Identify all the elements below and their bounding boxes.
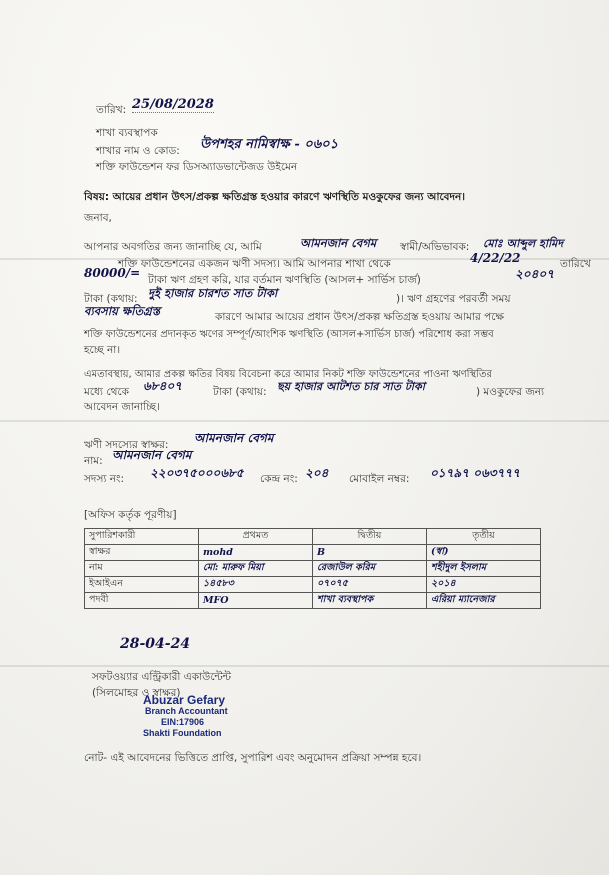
row-label: ইআইএন — [85, 577, 199, 593]
para1-line5: কারণে আমার আয়ের প্রধান উৎস/প্রকল্প ক্ষতিগ্রস্ত হওয়ায় আমার পক্ষে — [215, 311, 504, 323]
table-cell: ০৭০৭৫ — [313, 577, 427, 593]
row-label: স্বাক্ষর — [85, 545, 199, 561]
para1-line4a: টাকা (কথায়: — [84, 293, 138, 305]
para2-line2b: টাকা (কথায়: — [213, 386, 267, 398]
table-cell: B — [313, 545, 427, 561]
center-number: ২০৪ — [305, 466, 329, 480]
date-label: তারিখ: — [96, 104, 127, 116]
subject: বিষয়: আয়ের প্রধান উৎস/প্রকল্প ক্ষতিগ্রস্ত হওয়ার কারণে ঋণস্থিতি মওকুফের জন্য আবেদন। — [84, 191, 466, 203]
mobile-label: মোবাইল নম্বর: — [349, 473, 410, 485]
stamp-title: Branch Accountant — [145, 706, 228, 716]
table-cell: (স্বা) — [427, 545, 541, 561]
center-label: কেন্দ্র নং: — [260, 473, 298, 485]
accountant-label: সফটওয়্যার এন্ট্রিকারী একাউন্টেন্ট — [92, 671, 232, 683]
table-cell: রেজাউল করিম — [313, 561, 427, 577]
table-row — [85, 561, 541, 577]
waiver-in-words: ছয় হাজার আটশত চার সাত টাকা — [277, 380, 425, 393]
balance-in-words: দুই হাজার চারশত সাত টাকা — [148, 286, 278, 300]
footnote: নোট- এই আবেদনের ভিত্তিতে প্রাপ্তি, সুপারিশ এবং অনুমোদন প্রক্রিয়া সম্পন্ন হবে। — [84, 752, 422, 764]
para2-line2a: মধ্যে থেকে — [84, 386, 129, 398]
para1-line2: শক্তি ফাউন্ডেশনের একজন ঋণী সদস্য। আমি আপনার শাখা থেকে — [118, 258, 391, 270]
member-sign-label: ঋণী সদস্যের স্বাক্ষর: — [84, 439, 169, 451]
para1-line6: শক্তি ফাউন্ডেশনের প্রদানকৃত ঋণের সম্পূর্ণ/আংশিক ঋণস্থিতি (আসল+সার্ভিস চার্জ) পরিশোধ করা সম্ভব — [84, 329, 494, 340]
loan-date: 4/22/22 — [470, 251, 521, 265]
fold-line — [0, 420, 609, 422]
branch-label: শাখার নাম ও কোড: — [96, 145, 180, 157]
recommendation-table — [84, 528, 541, 609]
table-row — [85, 593, 541, 609]
member-name: আমনজান বেগম — [112, 448, 192, 462]
member-id-label: সদস্য নং: — [84, 473, 125, 485]
table-row — [85, 545, 541, 561]
addressee: শাখা ব্যবস্থাপক — [96, 127, 158, 139]
member-name-label: নাম: — [84, 455, 103, 467]
balance-amount: ২০৪০৭ — [515, 267, 554, 281]
para2-line2c: ) মওকুফের জন্য — [476, 386, 545, 398]
para1-line4b: )। ঋণ গ্রহণের পরবর্তী সময় — [396, 293, 511, 305]
member-name-hand: আমনজান বেগম — [300, 236, 377, 250]
guardian-value: মোঃ আব্দুল হামিদ — [483, 237, 564, 250]
table-cell: ১৪৫৮৩ — [199, 577, 313, 593]
para1-line3: টাকা ঋণ গ্রহণ করি, যার বর্তমান ঋণস্থিতি (আসল+ সার্ভিস চার্জ) — [148, 274, 421, 286]
stamp-org: Shakti Foundation — [143, 728, 222, 738]
table-cell: ২০১৪ — [427, 577, 541, 593]
waiver-amount: ৬৮৪০৭ — [143, 379, 182, 393]
guardian-label: স্বামী/অভিভাবক: — [400, 241, 470, 253]
para1-line7: হচ্ছে না। — [84, 344, 121, 356]
accountant-signature-date: 28-04-24 — [120, 636, 191, 652]
salutation: জনাব, — [84, 212, 112, 224]
table-row — [85, 577, 541, 593]
table-cell: শাখা ব্যবস্থাপক — [313, 593, 427, 609]
member-signature: আমনজান বেগম — [194, 431, 274, 445]
para1-line1: আপনার অবগতির জন্য জানাচ্ছি যে, আমি — [84, 241, 262, 253]
para2-line3: আবেদন জানাচ্ছি। — [84, 401, 160, 413]
table-header-row — [85, 529, 541, 545]
row-label: পদবী — [85, 593, 199, 609]
header-cell: প্রথমত — [199, 529, 313, 545]
date-suffix: তারিখে — [560, 258, 591, 270]
stamp-name: Abuzar Gefary — [143, 693, 226, 707]
office-note: [অফিস কর্তৃক পূরণীয়] — [84, 509, 177, 521]
stamp-ein: EIN:17906 — [161, 717, 205, 727]
table-cell: মো: মারুফ মিয়া — [199, 561, 313, 577]
row-label: নাম — [85, 561, 199, 577]
table-cell: MFO — [199, 593, 313, 609]
branch-value: উপশহর নামিস্বাক্ষ - ০৬০১ — [200, 137, 339, 152]
fold-line — [0, 665, 609, 667]
table-cell: এরিয়া ম্যানেজার — [427, 593, 541, 609]
accountant-stamp — [143, 695, 228, 739]
loan-amount: 80000/= — [84, 266, 141, 280]
header-cell: সুপারিশকারী — [85, 529, 199, 545]
mobile-number: ০১৭৯৭ ০৬৩৭৭৭ — [430, 466, 520, 480]
para2-line1: এমতাবস্থায়, আমার প্রকল্প ক্ষতির বিষয় বিবেচনা করে আমার নিকট শক্তি ফাউন্ডেশনের পাওনা ঋণস্থিতির — [84, 369, 493, 380]
member-id: ২২০৩৭৫০০০৬৮৫ — [150, 466, 244, 480]
loss-cause: ব্যবসায় ক্ষতিগ্রস্ত — [84, 304, 160, 318]
table-cell: mohd — [199, 545, 313, 561]
date-value: 25/08/2028 — [132, 97, 214, 112]
table-cell: শহীদুল ইসলাম — [427, 561, 541, 577]
accountant-sub: (সিলমোহর ও স্বাক্ষর) — [92, 687, 181, 699]
org-name: শক্তি ফাউন্ডেশন ফর ডিসঅ্যাডভান্টেজড উইমেন — [96, 161, 298, 173]
header-cell: তৃতীয় — [427, 529, 541, 545]
header-cell: দ্বিতীয় — [313, 529, 427, 545]
